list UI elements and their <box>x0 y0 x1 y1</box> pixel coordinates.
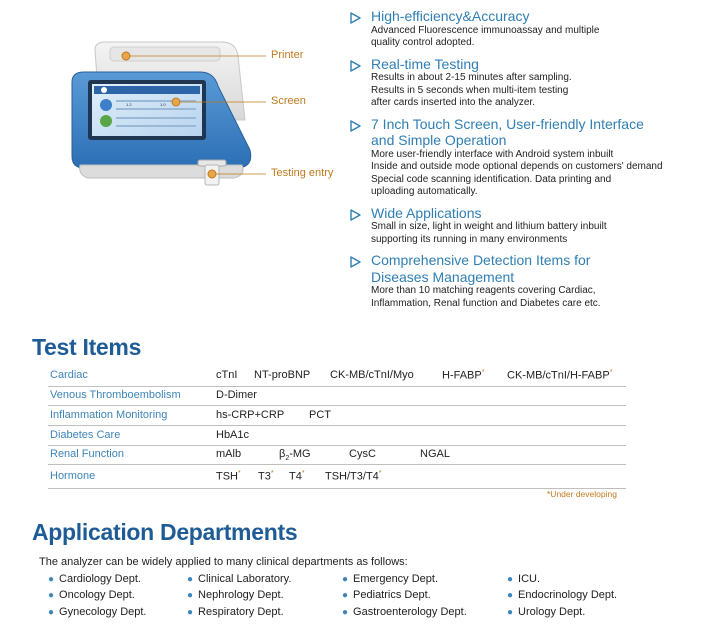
test-item-row <box>48 365 626 387</box>
department-name: ICU. <box>518 573 541 585</box>
department-item <box>342 573 438 585</box>
feature-item <box>347 252 707 310</box>
under-developing-star: * <box>301 470 305 477</box>
department-name: Endocrinology Dept. <box>518 589 618 601</box>
test-category: Inflammation Monitoring <box>50 409 168 421</box>
test-item-row <box>48 446 626 465</box>
feature-description: Advanced Fluorescence immunoassay and multiple <box>371 24 600 36</box>
play-triangle-icon <box>349 120 361 132</box>
test-item-name: H-FABP <box>442 369 482 382</box>
test-item <box>216 369 237 381</box>
test-category: Venous Thromboembolism <box>50 389 181 401</box>
play-triangle-icon <box>349 256 361 268</box>
test-item-name: T4 <box>289 470 302 483</box>
play-triangle-icon <box>349 12 361 24</box>
test-item-name: cTnI <box>216 369 238 381</box>
test-item <box>507 369 612 382</box>
bullet-icon: ● <box>48 607 55 618</box>
bullet-icon: ● <box>342 590 349 601</box>
feature-description: More user-friendly interface with Android system inbuilt <box>371 148 614 160</box>
test-category: Renal Function <box>50 448 124 460</box>
feature-description: supporting its running in many environments <box>371 233 568 245</box>
department-name: Emergency Dept. <box>353 573 439 585</box>
test-item-name: CK-MB/cTnI/H-FABP <box>507 369 610 382</box>
department-name: Nephrology Dept. <box>198 589 284 601</box>
feature-description: Inflammation, Renal function and Diabetes care etc. <box>371 297 601 309</box>
under-developing-star: * <box>481 369 485 376</box>
department-item <box>507 606 585 618</box>
test-item <box>325 470 382 483</box>
department-item <box>48 589 135 601</box>
department-item <box>342 606 467 618</box>
feature-description: More than 10 matching reagents covering Cardiac, <box>371 285 596 296</box>
bullet-icon: ● <box>507 590 514 601</box>
test-item-name: NGAL <box>420 448 450 460</box>
department-item <box>507 573 540 585</box>
callout-screen: Screen <box>271 95 306 107</box>
bullet-icon: ● <box>187 607 194 618</box>
feature-description: quality control adopted. <box>371 37 475 48</box>
callout-testing-entry: Testing entry <box>271 167 334 179</box>
department-item <box>187 606 284 618</box>
department-item <box>187 573 291 585</box>
features-list <box>347 8 707 316</box>
feature-title: Wide Applications <box>371 204 482 221</box>
under-developing-star: * <box>378 470 382 477</box>
department-item <box>48 606 146 618</box>
feature-title: Diseases Management <box>371 268 515 285</box>
test-item-name: hs-CRP+CRP <box>216 409 285 421</box>
department-item <box>507 589 617 601</box>
test-category: Cardiac <box>50 369 88 381</box>
feature-description: Results in about 2-15 minutes after sampling. <box>371 72 572 83</box>
test-item-row <box>48 426 626 446</box>
test-item <box>216 448 241 460</box>
screen-value-left: 1.2 <box>126 102 132 107</box>
test-item-name: T3 <box>258 470 271 483</box>
department-name: Cardiology Dept. <box>59 573 141 585</box>
test-item <box>258 470 274 483</box>
under-developing-note: *Under developing <box>547 489 617 499</box>
department-name: Gynecology Dept. <box>59 606 147 618</box>
test-item-row <box>48 387 626 406</box>
play-triangle-icon <box>349 209 361 221</box>
test-item-name: D-Dimer <box>216 389 257 401</box>
test-item-suffix: -MG <box>289 448 311 460</box>
department-name: Gastroenterology Dept. <box>353 606 467 618</box>
feature-title: Real-time Testing <box>371 55 479 72</box>
device-illustration <box>0 0 345 205</box>
test-item-name: TSH <box>216 470 238 483</box>
department-name: Oncology Dept. <box>59 589 135 601</box>
bullet-icon: ● <box>342 574 349 585</box>
department-item <box>342 589 431 601</box>
feature-description: Special code scanning identification. Data printing and <box>371 173 612 185</box>
feature-description: uploading automatically. <box>371 186 478 197</box>
subscript: 2 <box>285 455 290 463</box>
department-item <box>187 589 284 601</box>
feature-item <box>347 205 707 247</box>
test-item-name: β <box>279 448 286 460</box>
departments-title: Application Departments <box>32 519 298 545</box>
callout-printer: Printer <box>271 49 304 61</box>
feature-description: Inside and outside mode optional depends on customers' demand <box>371 161 663 172</box>
feature-description: Results in 5 seconds when multi-item testing <box>371 84 569 96</box>
under-developing-star: * <box>609 369 613 376</box>
test-item-name: PCT <box>309 409 331 421</box>
department-name: Pediatrics Dept. <box>353 589 431 601</box>
test-item <box>349 448 376 460</box>
bullet-icon: ● <box>342 607 349 618</box>
feature-title: Comprehensive Detection Items for <box>371 252 591 268</box>
feature-title: and Simple Operation <box>371 132 507 148</box>
test-item <box>216 409 284 421</box>
test-item <box>309 409 331 421</box>
bullet-icon: ● <box>507 574 514 585</box>
bullet-icon: ● <box>187 590 194 601</box>
feature-title: 7 Inch Touch Screen, User-friendly Interface <box>371 115 644 132</box>
feature-description: Small in size, light in weight and lithium battery inbuilt <box>371 221 607 232</box>
feature-item <box>347 116 707 199</box>
test-item <box>442 369 484 382</box>
screen-value-right: 1.0 <box>160 102 166 107</box>
test-item-name: CysC <box>349 448 376 460</box>
bullet-icon: ● <box>48 590 55 601</box>
test-category: Hormone <box>50 470 96 482</box>
test-item <box>216 429 249 441</box>
test-item-name: CK-MB/cTnI/Myo <box>330 369 414 381</box>
departments-intro: The analyzer can be widely applied to many clinical departments as follows: <box>39 556 408 568</box>
test-item-row <box>48 406 626 426</box>
department-item <box>48 573 141 585</box>
test-category: Diabetes Care <box>50 429 121 441</box>
test-item-name: mAlb <box>216 448 242 460</box>
feature-item <box>347 56 707 110</box>
department-name: Urology Dept. <box>518 606 586 618</box>
feature-description: after cards inserted into the analyzer. <box>371 97 535 108</box>
test-items-table <box>48 365 626 489</box>
test-item-name: TSH/T3/T4 <box>325 470 379 483</box>
test-item <box>216 470 241 483</box>
feature-title: High-efficiency&Accuracy <box>371 8 530 24</box>
test-item <box>279 448 311 462</box>
test-item <box>289 470 305 483</box>
department-name: Respiratory Dept. <box>198 606 284 618</box>
under-developing-star: * <box>270 470 274 477</box>
test-item <box>216 389 257 401</box>
test-item <box>330 369 414 381</box>
test-item-name: HbA1c <box>216 429 250 441</box>
test-item <box>254 369 310 381</box>
play-triangle-icon <box>349 60 361 72</box>
bullet-icon: ● <box>187 574 194 585</box>
feature-item <box>347 8 707 50</box>
test-item <box>420 448 450 460</box>
test-items-title: Test Items <box>32 334 142 360</box>
department-name: Clinical Laboratory. <box>198 573 292 585</box>
bullet-icon: ● <box>48 574 55 585</box>
test-item-name: NT-proBNP <box>254 369 311 381</box>
bullet-icon: ● <box>507 607 514 618</box>
test-item-row <box>48 465 626 489</box>
under-developing-star: * <box>238 470 241 477</box>
